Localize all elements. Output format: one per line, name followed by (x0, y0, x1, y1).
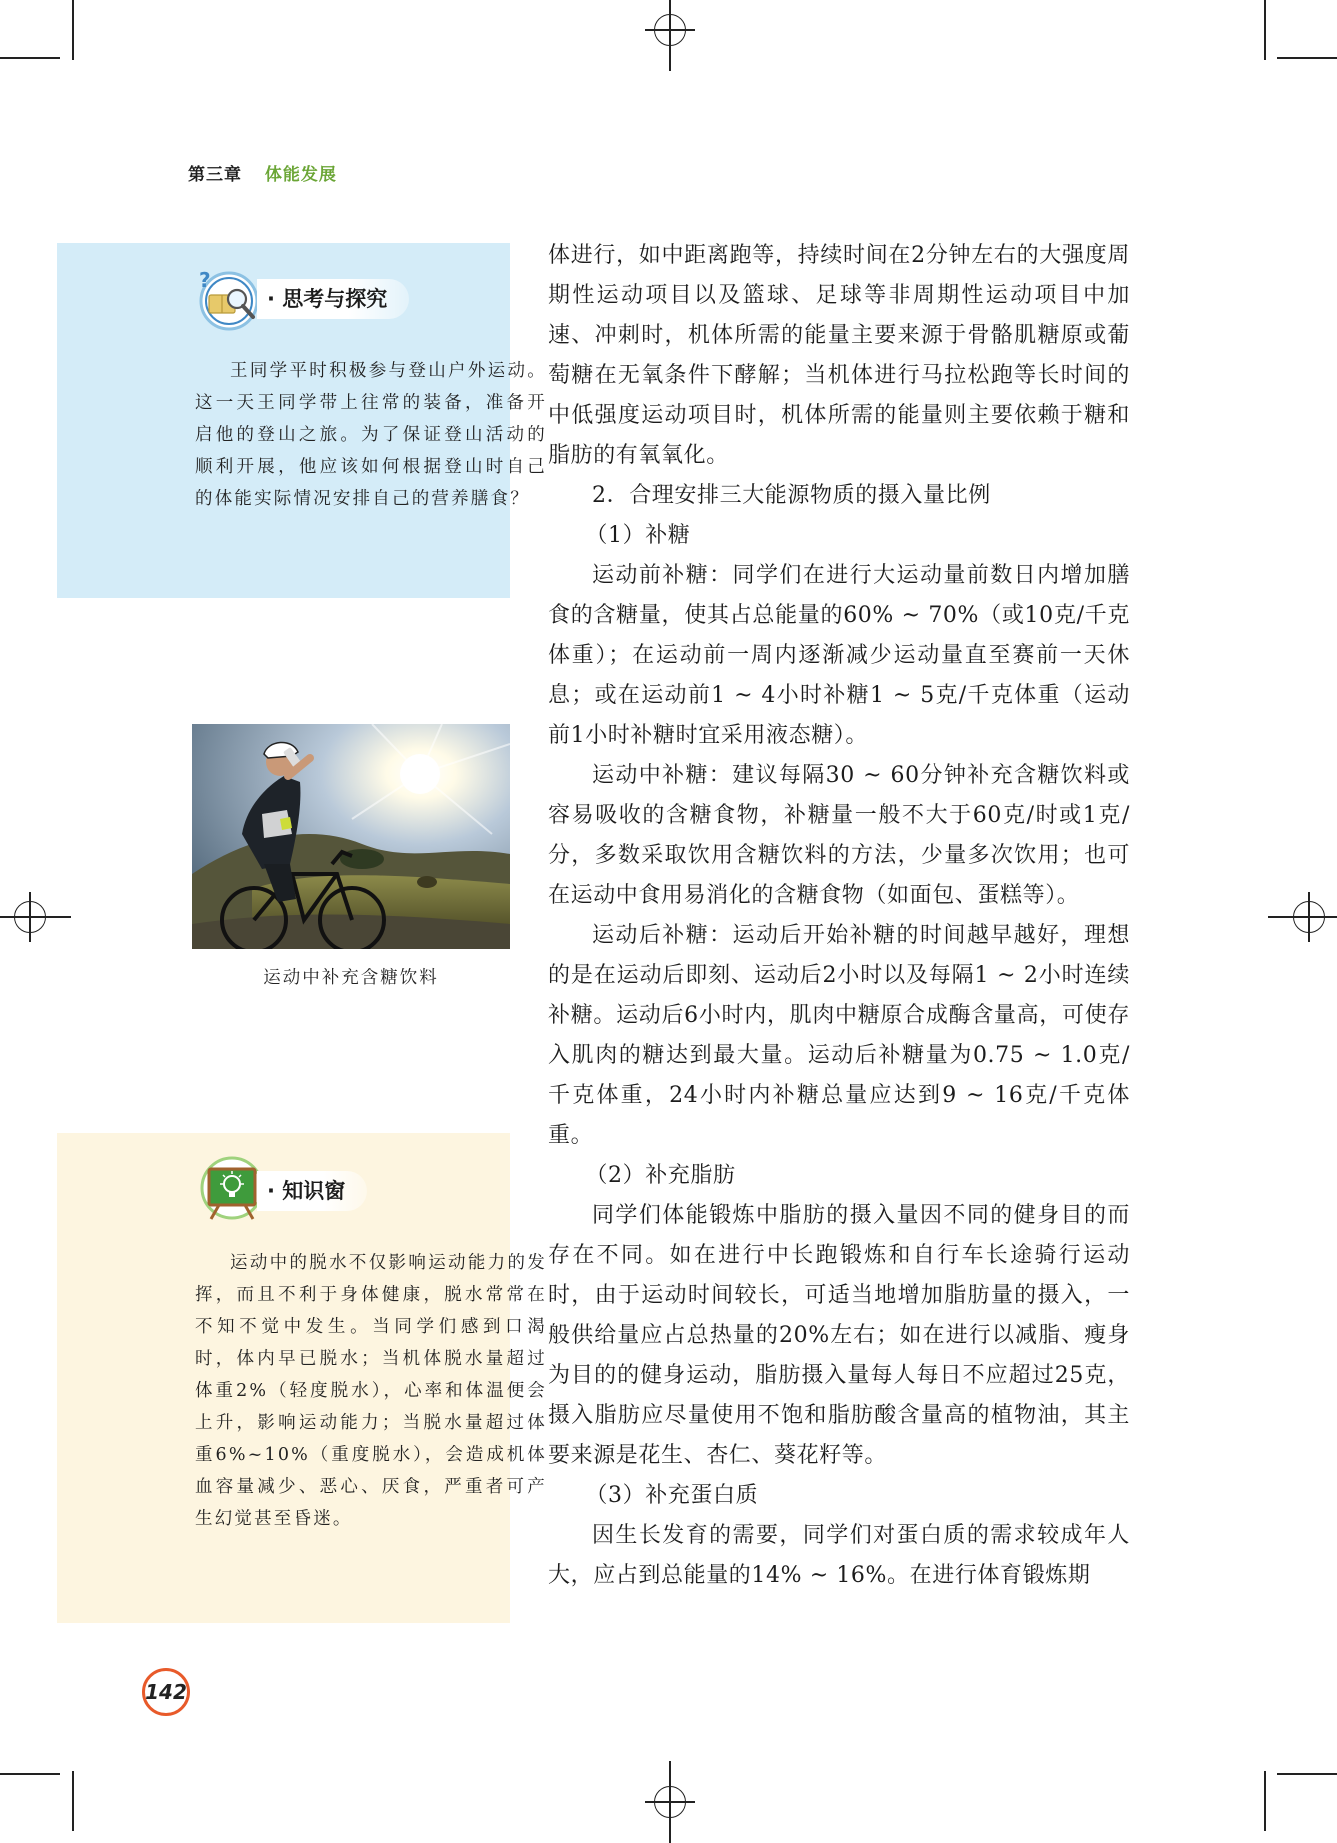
section-heading-energy-ratio: 2．合理安排三大能源物质的摄入量比例 (592, 483, 991, 508)
subheading-protein: （3）补充蛋白质 (585, 1483, 759, 1508)
running-header (188, 160, 337, 185)
paragraph-pre-exercise-sugar: 运动前补糖：同学们在进行大运动量前数日内增加膳食的含糖量，使其占总能量的60% ~ 70%（或10克/千克体重）；在运动前一周内逐渐减少运动量直至赛前一天休息；或在运动前1 ~ 4小时补糖1 ~ 5克/千克体重（运动前1小时补糖时宜采用液态糖）。 (548, 563, 1130, 748)
photo-caption: 运动中补充含糖饮料 (263, 968, 439, 988)
paragraph-protein: 因生长发育的需要，同学们对蛋白质的需求较成年人大，应占到总能量的14% ~ 16%。在进行体育锻炼期 (548, 1523, 1130, 1588)
chapter-title: 体能发展 (264, 165, 337, 185)
paragraph-fat: 同学们体能锻炼中脂肪的摄入量因不同的健身目的而存在不同。如在进行中长跑锻炼和自行车长途骑行运动时，由于运动时间较长，可适当地增加脂肪量的摄入，一般供给量应占总热量的20%左右；如在进行以减脂、瘦身为目的的健身运动，脂肪摄入量每人每日不应超过25克，摄入脂肪应尽量使用不饱和脂肪酸含量高的植物油，其主要来源是花生、杏仁、葵花籽等。 (548, 1203, 1130, 1468)
cyclist-drinking-image (192, 724, 510, 949)
paragraph-during-exercise-sugar: 运动中补糖：建议每隔30 ~ 60分钟补充含糖饮料或容易吸收的含糖食物，补糖量一般不大于60克/时或1克/分，多数采取饮用含糖饮料的方法，少量多次饮用；也可在运动中食用易消化的含糖食物（如面包、蛋糕等）。 (548, 763, 1130, 908)
subheading-fat: （2）补充脂肪 (585, 1163, 736, 1188)
subheading-sugar: （1）补糖 (585, 523, 691, 548)
magnifier-icon (195, 265, 265, 331)
think-box-title: · 思考与探究 (257, 279, 409, 319)
knowledge-box-body: 运动中的脱水不仅影响运动能力的发挥，而且不利于身体健康，脱水常常在不知不觉中发生。当同学们感到口渴时，体内早已脱水；当机体脱水量超过体重2%（轻度脱水），心率和体温便会上升，影响运动能力；当脱水量超过体重6%~10%（重度脱水），会造成机体血容量减少、恶心、厌食，严重者可产生幻觉甚至昏迷。 (195, 1253, 547, 1529)
knowledge-window-box (57, 1133, 547, 1623)
knowledge-box-title: · 知识窗 (257, 1171, 367, 1211)
svg-text:?: ? (199, 268, 211, 292)
chapter-number: 第三章 (188, 165, 242, 185)
page-number: 142 (142, 1668, 190, 1716)
paragraph-post-exercise-sugar: 运动后补糖：运动后开始补糖的时间越早越好，理想的是在运动后即刻、运动后2小时以及每隔1 ~ 2小时连续补糖。运动后6小时内，肌肉中糖原合成酶含量高，可使存入肌肉的糖达到最大量。运动后补糖量为0.75 ~ 1.0克/千克体重，24小时内补糖总量应达到9 ~ 16克/千克体重。 (548, 923, 1130, 1148)
think-explore-box (57, 243, 547, 598)
main-text-column (548, 236, 1130, 1596)
think-box-body: 王同学平时积极参与登山户外运动。这一天王同学带上往常的装备，准备开启他的登山之旅。为了保证登山活动的顺利开展，他应该如何根据登山时自己的体能实际情况安排自己的营养膳食？ (195, 361, 547, 509)
cyclist-drinking-photo (192, 724, 510, 949)
main-paragraph-continued: 体进行，如中距离跑等，持续时间在2分钟左右的大强度周期性运动项目以及篮球、足球等非周期性运动项目中加速、冲刺时，机体所需的能量主要来源于骨骼肌糖原或葡萄糖在无氧条件下酵解；当机体进行马拉松跑等长时间的中低强度运动项目时，机体所需的能量则主要依赖于糖和脂肪的有氧氧化。 (548, 243, 1130, 468)
